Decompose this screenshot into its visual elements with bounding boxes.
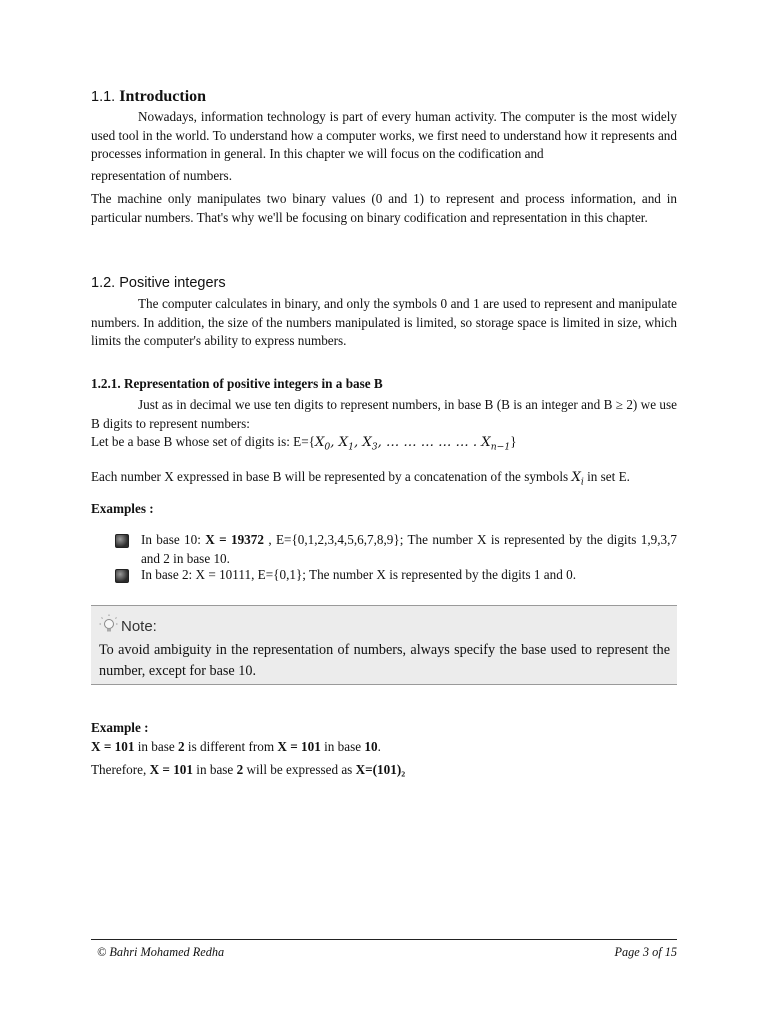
examples-label: Examples : bbox=[91, 501, 154, 516]
note-header bbox=[99, 614, 157, 639]
digit-set-text: Let be a base B whose set of digits is: E={ bbox=[91, 434, 315, 449]
concatenation-text: Each number X expressed in base B will be represented by a concatenation of the symbols bbox=[91, 469, 572, 484]
value-base: 2 bbox=[178, 739, 185, 754]
value-x: X = 101 bbox=[277, 739, 321, 754]
note-title: Note: bbox=[121, 618, 157, 635]
value-base: 2 bbox=[236, 762, 244, 777]
intro-paragraph-1-end: representation of numbers. bbox=[91, 168, 232, 183]
symbol-xi: $X_i$ bbox=[571, 470, 584, 488]
section-heading-positive-integers bbox=[91, 275, 226, 291]
text-part: will be expressed as bbox=[243, 762, 356, 777]
footer-page-number: Page 3 of 15 bbox=[614, 945, 677, 959]
value-base: 10 bbox=[364, 739, 378, 754]
intro-paragraph-2: The machine only manipulates two binary values (0 and 1) to represent and process information, and in particular numbers. That's why we'll be focusing on binary codification and representation in this chapter. bbox=[91, 191, 677, 225]
intro-paragraph-1: Nowadays, information technology is part of every human activity. The computer is the most widely used tool in the world. To understand how a computer works, we first need to understand how it represents and processes information in general. In this chapter we will focus on the codification and bbox=[91, 109, 677, 161]
example-label: Example : bbox=[91, 720, 149, 735]
example-item-base2 bbox=[115, 566, 677, 585]
section-number: 1.2. bbox=[91, 275, 116, 291]
section-title: Introduction bbox=[119, 88, 207, 105]
square-bullet-icon bbox=[115, 534, 129, 548]
section-number: 1.1. bbox=[91, 89, 116, 105]
positive-integers-paragraph: The computer calculates in binary, and only the symbols 0 and 1 are used to represent and manipulate numbers. In addition, the size of the numbers manipulated is limited, so storage space is limited in size, which limits the computer's ability to express numbers. bbox=[91, 296, 677, 348]
footer-author: © Bahri Mohamed Redha bbox=[97, 945, 225, 959]
digit-set-formula: $X_0$, $X_1$, $X_3$, … … … … … . $X_{n-1}$ bbox=[315, 435, 511, 453]
value-x: X = 101 bbox=[91, 739, 135, 754]
text-part: in base bbox=[320, 739, 365, 754]
square-bullet-icon bbox=[115, 569, 129, 583]
subsection-heading: 1.2.1. Representation of positive integers in a base B bbox=[91, 376, 383, 391]
text-part: is different from bbox=[184, 739, 278, 754]
footer-divider bbox=[91, 939, 677, 940]
example-text-part: , E={0,1,2,3,4,5,6,7,8,9}; The number X is represented by the digits 1,9,3,7 and 2 in base 10. bbox=[140, 532, 677, 566]
example-line-2 bbox=[91, 761, 405, 780]
value-x: X = 101 bbox=[149, 762, 193, 777]
example-text-part: In base 10: bbox=[140, 532, 206, 547]
note-box bbox=[91, 605, 677, 685]
text-part: Therefore, bbox=[91, 762, 150, 777]
example-text-base10 bbox=[141, 531, 677, 568]
text-part: . bbox=[377, 739, 381, 754]
section-title: Positive integers bbox=[119, 275, 226, 291]
concatenation-line bbox=[91, 468, 677, 492]
example-line-1 bbox=[91, 738, 381, 757]
value-expression: X=(101)₂ bbox=[355, 762, 406, 777]
base-b-paragraph: Just as in decimal we use ten digits to represent numbers, in base B (B is an integer and B ≥ 2) we use B digits to represent numbers: bbox=[91, 397, 677, 431]
note-text: To avoid ambiguity in the representation of numbers, always specify the base used to represent the number, except for base 10. bbox=[99, 642, 670, 679]
text-part: in base bbox=[193, 762, 237, 777]
example-value: X = 19372 bbox=[205, 532, 264, 547]
text-part: in base bbox=[134, 739, 179, 754]
concatenation-text-end: in set E. bbox=[583, 469, 630, 484]
digit-set-line: Let be a base B whose set of digits is: $E=\{X_0$, $X_1$, $X_3$, … … … … … . $X_{n-1}$} bbox=[91, 434, 517, 453]
example-item-base10 bbox=[115, 531, 677, 568]
section-heading-introduction bbox=[91, 88, 206, 106]
example-text-base2: In base 2: X = 10111, E={0,1}; The number X is represented by the digits 1 and 0. bbox=[140, 567, 576, 582]
lightbulb-icon bbox=[99, 614, 119, 639]
